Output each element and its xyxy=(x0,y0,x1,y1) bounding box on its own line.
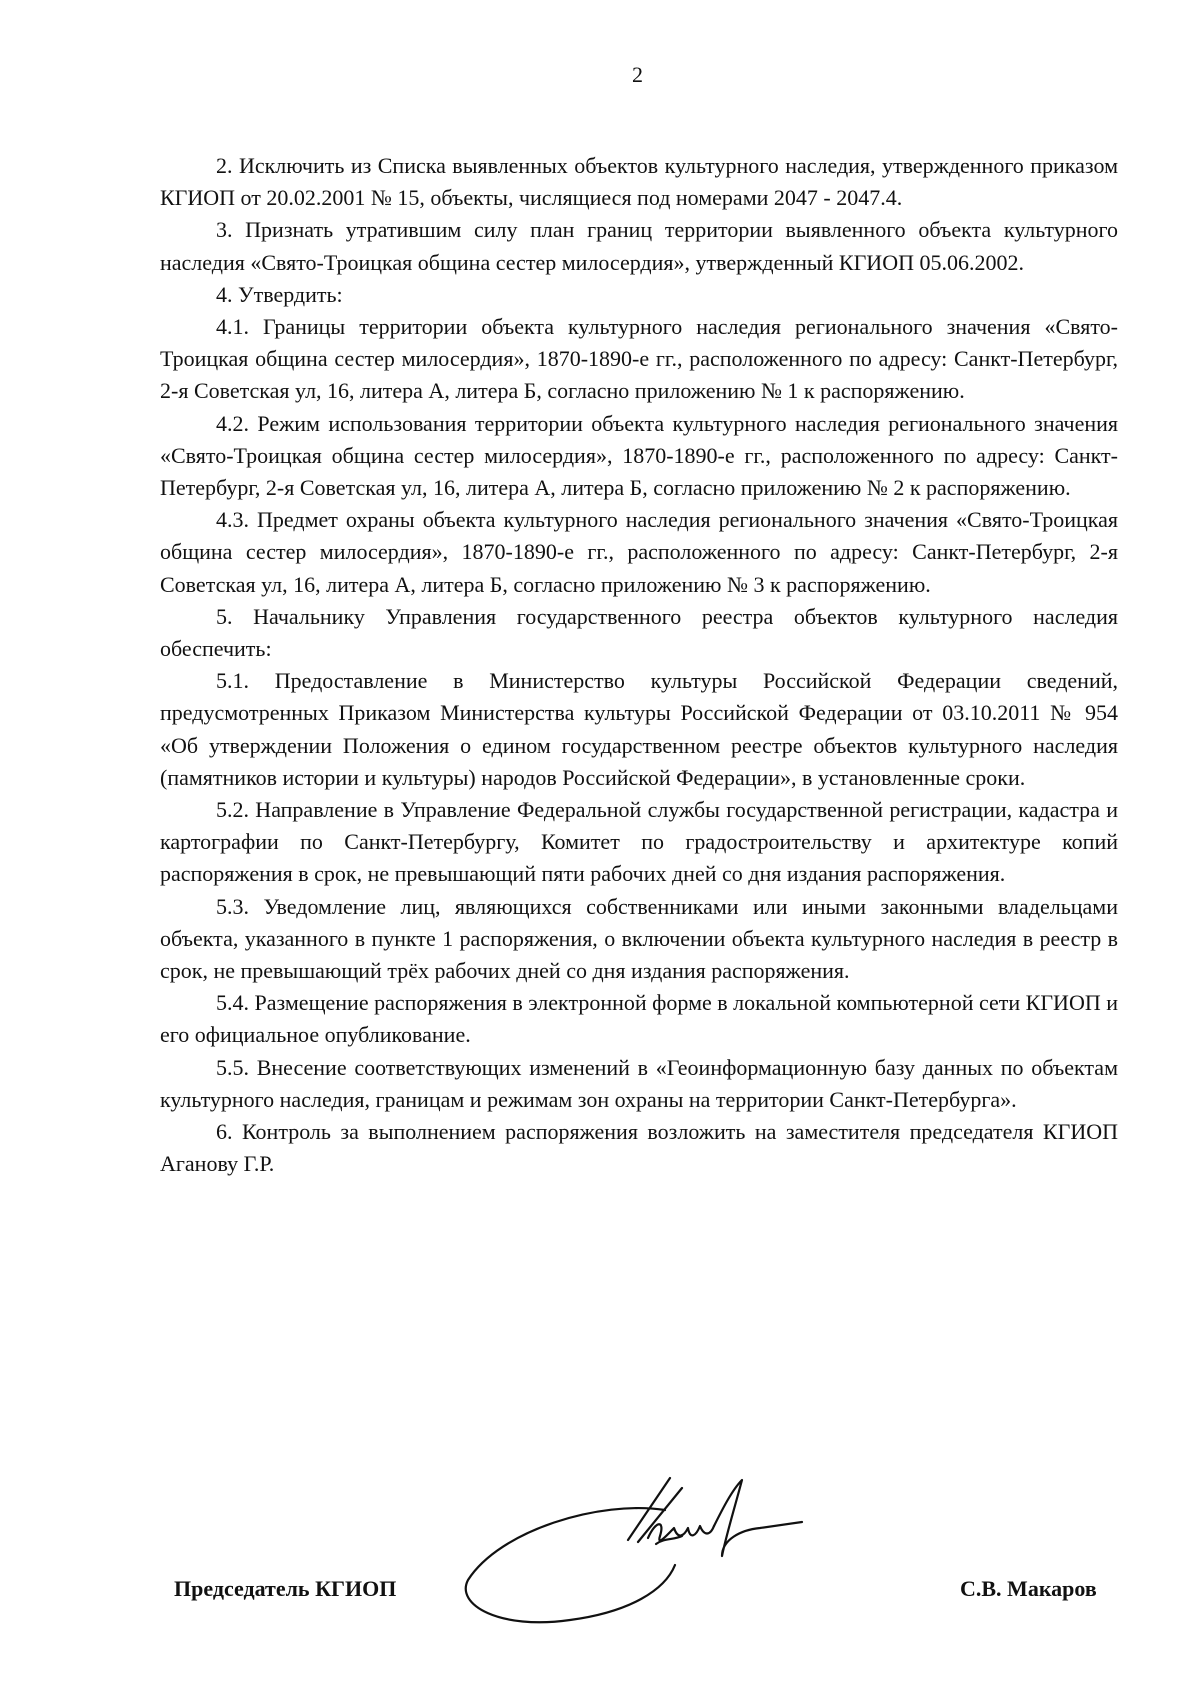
paragraph-5-1: 5.1. Предоставление в Министерство культуры Российской Федерации сведений, предусмотренных Приказом Министерства культуры Российской Федерации от 03.10.2011 № 954 «Об утверждении Положения о едином государственном реестре объектов культурного наследия (памятников истории и культуры) народов Российской Федерации», в установленные сроки. xyxy=(160,668,1118,790)
page-number: 2 xyxy=(632,62,643,87)
handwritten-signature-icon xyxy=(460,1470,880,1630)
paragraph-4-3: 4.3. Предмет охраны объекта культурного наследия регионального значения «Свято-Троицкая община сестер милосердия», 1870-1890-е гг., расположенного по адресу: Санкт-Петербург, 2-я Советская ул, 16, литера А, литера Б, согласно приложению № 3 к распоряжению. xyxy=(160,507,1118,597)
document-body xyxy=(160,150,1118,1181)
paragraph-5-5: 5.5. Внесение соответствующих изменений в «Геоинформационную базу данных по объектам культурного наследия, границам и режимам зон охраны на территории Санкт-Петербурга». xyxy=(160,1054,1118,1112)
signatory-name: С.В. Макаров xyxy=(960,1576,1097,1601)
signature-block xyxy=(0,1470,1200,1630)
paragraph-5-4: 5.4. Размещение распоряжения в электронной форме в локальной компьютерной сети КГИОП и его официальное опубликование. xyxy=(160,990,1118,1048)
paragraph-3: 3. Признать утратившим силу план границ территории выявленного объекта культурного наследия «Свято-Троицкая община сестер милосердия», утвержденный КГИОП 05.06.2002. xyxy=(160,217,1118,275)
signatory-role: Председатель КГИОП xyxy=(174,1576,397,1601)
paragraph-5-3: 5.3. Уведомление лиц, являющихся собственниками или иными законными владельцами объекта, указанного в пункте 1 распоряжения, о включении объекта культурного наследия в реестр в срок, не превышающий трёх рабочих дней со дня издания распоряжения. xyxy=(160,893,1118,984)
paragraph-4-1: 4.1. Границы территории объекта культурного наследия регионального значения «Свято-Троицкая община сестер милосердия», 1870-1890-е гг., расположенного по адресу: Санкт-Петербург, 2-я Советская ул, 16, литера А, литера Б, согласно приложению № 1 к распоряжению. xyxy=(160,314,1118,404)
paragraph-6: 6. Контроль за выполнением распоряжения возложить на заместителя председателя КГИОП Аганову Г.Р. xyxy=(160,1119,1118,1177)
paragraph-4-2: 4.2. Режим использования территории объекта культурного наследия регионального значения «Свято-Троицкая община сестер милосердия», 1870-1890-е гг., расположенного по адресу: Санкт-Петербург, 2-я Советская ул, 16, литера А, литера Б, согласно приложению № 2 к распоряжению. xyxy=(160,410,1118,501)
paragraph-5: 5. Начальнику Управления государственного реестра объектов культурного наследия обеспечить: xyxy=(160,603,1118,662)
paragraph-4: 4. Утвердить: xyxy=(216,281,343,307)
paragraph-2: 2. Исключить из Списка выявленных объектов культурного наследия, утвержденного приказом КГИОП от 20.02.2001 № 15, объекты, числящиеся под номерами 2047 - 2047.4. xyxy=(160,153,1118,211)
paragraph-5-2: 5.2. Направление в Управление Федеральной службы государственной регистрации, кадастра и картографии по Санкт-Петербургу, Комитет по градостроительству и архитектуре копий распоряжения в срок, не превышающий пяти рабочих дней со дня издания распоряжения. xyxy=(160,797,1118,887)
